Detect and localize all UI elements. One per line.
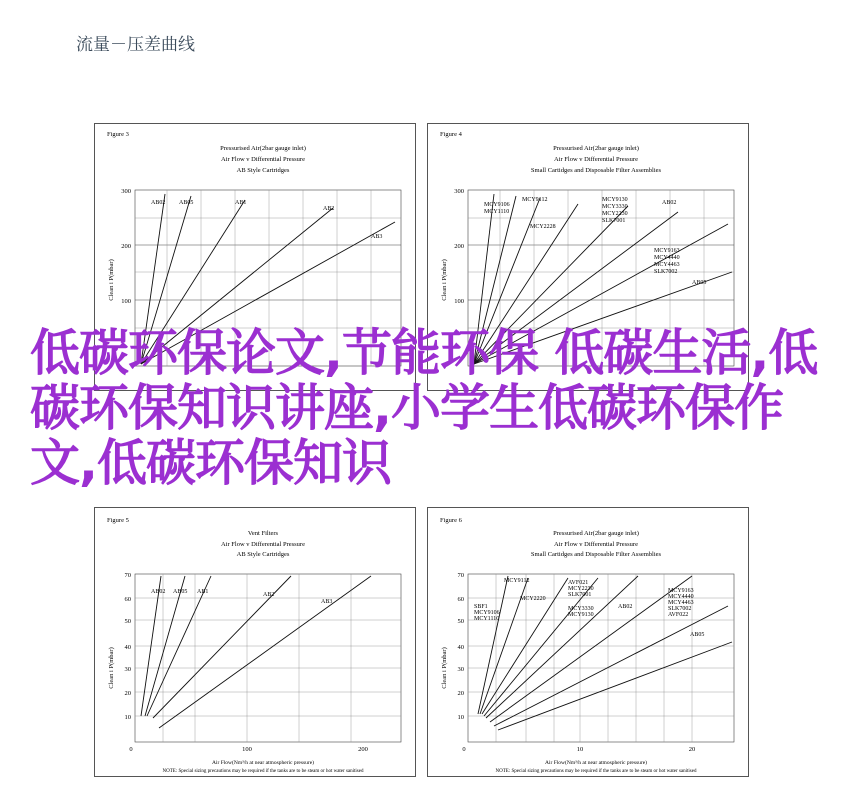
- x-tick-label: 20: [688, 746, 696, 753]
- y-tick-label: 300: [121, 188, 131, 195]
- curve-label: SLK7001: [568, 592, 592, 598]
- curve-label: MCY1110: [474, 616, 500, 622]
- curve-label: MCY9130: [568, 612, 594, 618]
- curve-line: [494, 606, 728, 726]
- curve-label: AVF022: [668, 612, 689, 618]
- curve-label: MCY9163: [654, 248, 680, 254]
- figure-6-chart: [428, 508, 750, 778]
- figure-title-line: Pressurised Air(2bar gauge inlet): [553, 145, 639, 152]
- curve-label: AB02: [151, 589, 166, 595]
- x-axis-label: Air Flow(Nm³/h at near atmospheric pressure): [545, 760, 647, 766]
- curve-label: MCY9106: [474, 610, 500, 616]
- curve-line: [478, 576, 508, 714]
- curve-label: MCY4463: [654, 262, 680, 268]
- curve-label: MCY9112: [522, 197, 548, 203]
- figure-title-line: Pressurised Air(2bar gauge inlet): [553, 530, 639, 537]
- y-tick-label: 20: [124, 690, 131, 697]
- y-tick-label: 70: [457, 572, 464, 579]
- y-tick-label: 10: [124, 714, 131, 721]
- y-tick-label: 40: [124, 644, 131, 651]
- page-title: 流量－压差曲线: [76, 35, 195, 55]
- curve-label: AB02: [662, 200, 677, 206]
- figure-5-chart: [95, 508, 417, 778]
- curve-label: MCY4440: [654, 255, 680, 261]
- figure-title-line: Vent Filters: [247, 530, 279, 537]
- figure-title-line: AB Style Cartridges: [236, 551, 290, 558]
- curve-label: MCY9106: [484, 202, 510, 208]
- curve-label: AB3: [321, 599, 333, 605]
- curve-label: SLK7002: [654, 269, 678, 275]
- curve-label: AB1: [197, 589, 209, 595]
- y-tick-label: 20: [457, 690, 464, 697]
- figure-note: NOTE: Special sizing precautions may be required if the tanks are to be steam or hot water sanitised: [495, 769, 697, 774]
- curve-line: [159, 576, 371, 728]
- figure-title-line: Air Flow v Differential Pressure: [220, 156, 306, 163]
- y-axis-label: Clean i P(mbar): [441, 647, 448, 689]
- curve-label: AB2: [323, 206, 335, 212]
- curve-label: MCY9163: [668, 588, 694, 594]
- curve-label: AB3: [371, 234, 383, 240]
- figure-title-line: Air Flow v Differential Pressure: [220, 541, 306, 548]
- x-axis-label: Air Flow(Nm³/h at near atmospheric pressure): [212, 760, 314, 766]
- y-tick-label: 30: [124, 666, 131, 673]
- y-axis-label: Clean i P(mbar): [108, 647, 115, 689]
- curve-label: SLK7001: [602, 218, 626, 224]
- figure-title-line: Air Flow v Differential Pressure: [553, 541, 639, 548]
- curve-label: MCY4440: [668, 594, 694, 600]
- curve-label: AB02: [151, 200, 166, 206]
- x-tick-label: 100: [242, 746, 252, 753]
- y-tick-label: 200: [454, 243, 464, 250]
- curve-line: [498, 642, 732, 730]
- y-tick-label: 30: [457, 666, 464, 673]
- figure-title-line: Pressurised Air(2bar gauge inlet): [220, 145, 306, 152]
- figure-label: Figure 6: [440, 517, 462, 524]
- y-tick-label: 40: [457, 644, 464, 651]
- figure-title-line: Small Cartidges and Disposable Filter Assemblies: [530, 167, 662, 174]
- y-tick-label: 50: [124, 618, 131, 625]
- curve-label: MCY2220: [520, 596, 546, 602]
- y-tick-label: 100: [454, 298, 464, 305]
- curve-label: SBF1: [474, 604, 488, 610]
- curve-label: AB2: [263, 592, 275, 598]
- figure-title-line: Small Cartidges and Disposable Filter Assemblies: [530, 551, 662, 558]
- y-tick-label: 200: [121, 243, 131, 250]
- y-tick-label: 100: [121, 298, 131, 305]
- y-tick-label: 60: [124, 596, 131, 603]
- curve-label: AB05: [690, 632, 705, 638]
- figure-label: Figure 3: [107, 131, 129, 138]
- curve-label: MCY9130: [602, 197, 628, 203]
- x-tick-label: 0: [129, 746, 133, 753]
- curve-label: AB05: [173, 589, 188, 595]
- y-tick-label: 70: [124, 572, 131, 579]
- figure-title-line: Air Flow v Differential Pressure: [553, 156, 639, 163]
- x-tick-label: 0: [462, 746, 466, 753]
- watermark-overlay-text: 低碳环保论文,节能环保 低碳生活,低碳环保知识讲座,小学生低碳环保作文,低碳环保知识: [30, 324, 818, 492]
- x-tick-label: 200: [358, 746, 368, 753]
- curve-label: AVF021: [568, 580, 589, 586]
- curve-label: MCY2230: [568, 586, 594, 592]
- figure-label: Figure 4: [440, 131, 462, 138]
- x-tick-label: 10: [576, 746, 584, 753]
- figure-5-panel: [94, 507, 416, 777]
- y-tick-label: 300: [454, 188, 464, 195]
- curve-label: AB02: [618, 604, 633, 610]
- curve-label: AB05: [692, 280, 707, 286]
- curve-label: MCY3330: [602, 204, 628, 210]
- y-tick-label: 50: [457, 618, 464, 625]
- y-tick-label: 60: [457, 596, 464, 603]
- curve-label: MCY1110: [484, 209, 510, 215]
- curve-label: MCY4463: [668, 600, 694, 606]
- figure-title-line: AB Style Cartridges: [236, 167, 290, 174]
- curve-label: SLK7002: [668, 606, 692, 612]
- curve-label: MCY3330: [568, 606, 594, 612]
- curve-line: [486, 576, 638, 718]
- curve-label: MCY9112: [504, 578, 530, 584]
- figure-label: Figure 5: [107, 517, 129, 524]
- curve-label: AB1: [235, 200, 247, 206]
- curve-label: MCY2228: [530, 224, 556, 230]
- curve-label: AB05: [179, 200, 194, 206]
- curve-label: MCY2230: [602, 211, 628, 217]
- y-axis-label: Clean i P(mbar): [108, 259, 115, 301]
- y-axis-label: Clean i P(mbar): [441, 259, 448, 301]
- y-tick-label: 10: [457, 714, 464, 721]
- figure-note: NOTE: Special sizing precautions may be required if the tanks are to be steam or hot water sanitised: [162, 769, 364, 774]
- figure-6-panel: [427, 507, 749, 777]
